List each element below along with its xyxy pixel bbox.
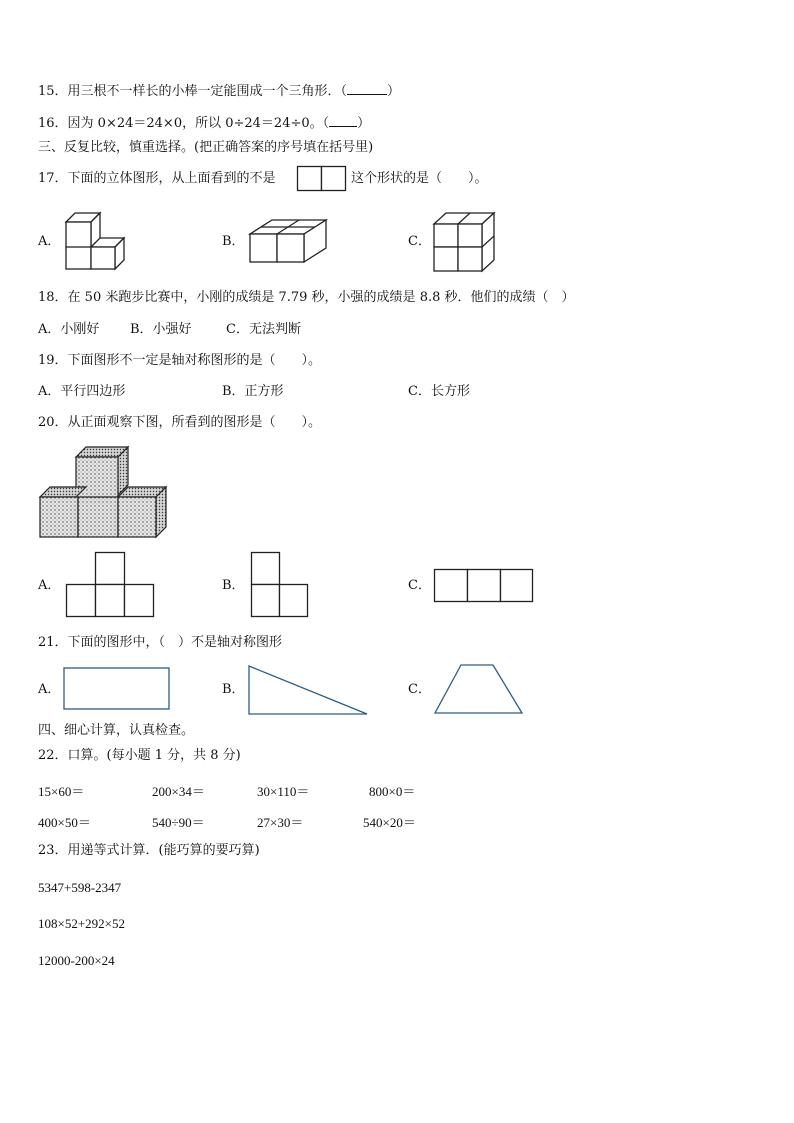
calc-item: 30×110＝ (257, 784, 310, 799)
front-view-c-icon (433, 568, 535, 604)
option-b[interactable]: B．正方形 (222, 384, 284, 399)
option-a-label[interactable]: A． (38, 682, 61, 697)
option-c[interactable]: C．长方形 (408, 384, 470, 399)
section-4-heading: 四、细心计算，认真检查。 (38, 723, 195, 738)
two-square-shape-icon (297, 166, 347, 192)
calc-item: 15×60＝ (38, 784, 85, 799)
option-a[interactable]: A．平行四边形 (38, 384, 126, 399)
option-c-label[interactable]: C． (408, 234, 431, 249)
paren-close: ） (357, 116, 371, 131)
right-triangle-shape-icon (248, 665, 370, 717)
question-18: 18．在 50 米跑步比赛中，小刚的成绩是 7.79 秒，小强的成绩是 8.8 秒．他们的成绩（ ） (38, 290, 575, 305)
paren-close: ） (387, 84, 401, 99)
question-17 (38, 171, 276, 187)
question-23: 23．用递等式计算．(能巧算的要巧算) (38, 843, 260, 858)
option-b-label[interactable]: B． (222, 682, 245, 697)
option-b-label[interactable]: B． (222, 234, 245, 249)
option-b-label[interactable]: B． (222, 578, 245, 593)
option-c-label[interactable]: C． (408, 578, 431, 593)
question-22: 22．口算。(每小题 1 分，共 8 分) (38, 748, 241, 763)
section-3-heading: 三、反复比较，慎重选择。(把正确答案的序号填在括号里) (38, 140, 374, 155)
option-c-label[interactable]: C． (408, 682, 431, 697)
question-19: 19．下面图形不一定是轴对称图形的是（ ）。 (38, 353, 322, 368)
answer-blank[interactable] (329, 115, 357, 127)
question-17-text: 17．下面的立体图形，从上面看到的不是 (38, 171, 276, 186)
question-16 (38, 115, 370, 132)
cube-figure-a-icon (62, 212, 128, 272)
question-16-text: 16．因为 0×24＝24×0，所以 0÷24＝24÷0。（ (38, 116, 330, 131)
cube-figure-c-icon (432, 212, 498, 274)
calc-item: 800×0＝ (369, 784, 416, 799)
question-17-suffix: 这个形状的是（ ）。 (351, 171, 488, 186)
calc-item: 400×50＝ (38, 815, 91, 830)
calc-item: 540×20＝ (363, 815, 416, 830)
trapezoid-shape-icon (433, 664, 525, 716)
question-15-text: 15．用三根不一样长的小棒一定能围成一个三角形．（ (38, 84, 348, 99)
calc-expression: 5347+598-2347 (38, 880, 122, 895)
question-21: 21．下面的图形中，（ ）不是轴对称图形 (38, 635, 283, 650)
option-b[interactable]: B．小强好 (130, 322, 192, 337)
calc-item: 540÷90＝ (152, 815, 205, 830)
question-20: 20．从正面观察下图，所看到的图形是（ ）。 (38, 415, 322, 430)
option-a-label[interactable]: A． (38, 578, 61, 593)
cube-figure-b-icon (248, 218, 330, 266)
calc-expression: 108×52+292×52 (38, 916, 125, 931)
calc-item: 27×30＝ (257, 815, 304, 830)
calc-item: 200×34＝ (152, 784, 205, 799)
calc-expression: 12000-200×24 (38, 953, 115, 968)
option-c[interactable]: C．无法判断 (226, 322, 301, 337)
front-view-a-icon (65, 552, 157, 620)
front-view-b-icon (250, 552, 310, 620)
question-15 (38, 83, 400, 100)
rectangle-shape-icon (63, 667, 171, 711)
answer-blank[interactable] (347, 83, 387, 95)
stacked-blocks-figure-icon (38, 445, 170, 541)
option-a-label[interactable]: A． (38, 234, 61, 249)
option-a[interactable]: A．小刚好 (38, 322, 100, 337)
